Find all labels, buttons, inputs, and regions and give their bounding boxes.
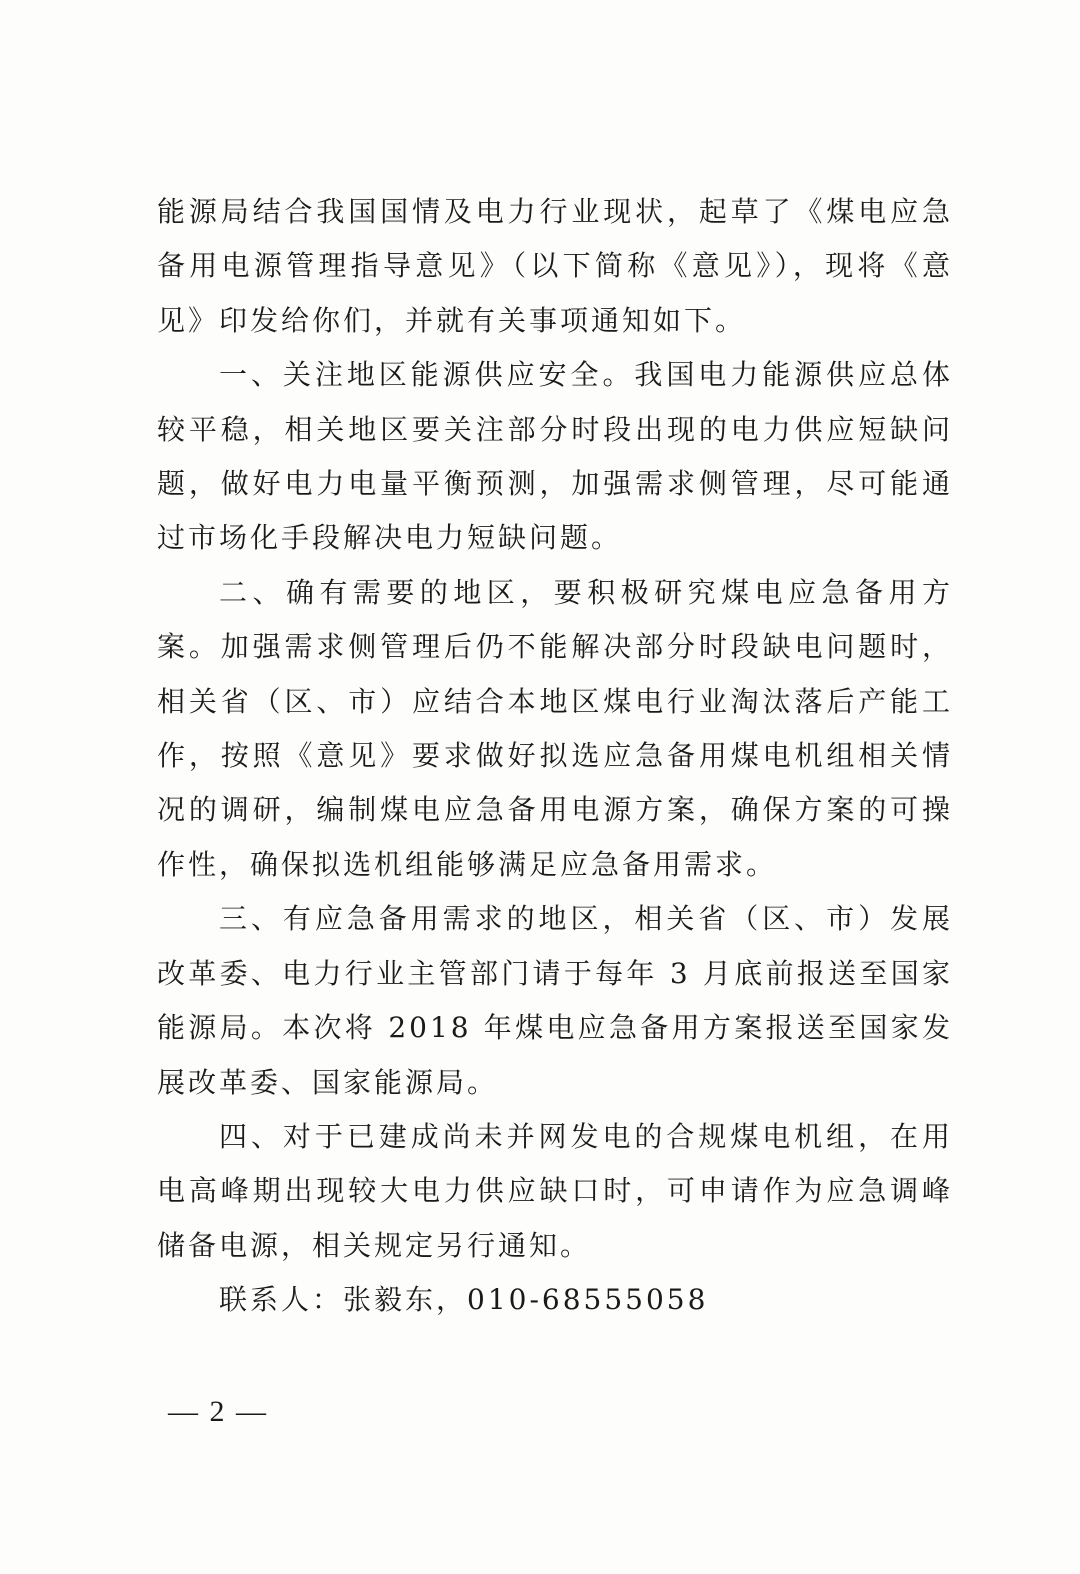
page-number: — 2 —: [168, 1395, 268, 1428]
paragraph-item-2: 二、确有需要的地区，要积极研究煤电应急备用方案。加强需求侧管理后仍不能解决部分时段缺电问题时，相关省（区、市）应结合本地区煤电行业淘汰落后产能工作，按照《意见》要求做好拟选应急备用煤电机组相关情况的调研，编制煤电应急备用电源方案，确保方案的可操作性，确保拟选机组能够满足应急备用需求。: [157, 575, 953, 881]
paragraph-item-4: 四、对于已建成尚未并网发电的合规煤电机组，在用电高峰期出现较大电力供应缺口时，可申请作为应急调峰储备电源，相关规定另行通知。: [157, 1119, 953, 1262]
contact-line: 联系人：张毅东，010-68555058: [219, 1283, 709, 1317]
paragraph-item-1: 一、关注地区能源供应安全。我国电力能源供应总体较平稳，相关地区要关注部分时段出现的电力供应短缺问题，做好电力电量平衡预测，加强需求侧管理，尽可能通过市场化手段解决电力短缺问题。: [157, 358, 953, 555]
paragraph-intro-continued: 能源局结合我国国情及电力行业现状，起草了《煤电应急备用电源管理指导意见》（以下简称《意见》），现将《意见》印发给你们，并就有关事项通知如下。: [157, 195, 953, 337]
document-body: [157, 185, 953, 1328]
paragraph-item-3: 三、有应急备用需求的地区，相关省（区、市）发展改革委、电力行业主管部门请于每年 3 月底前报送至国家能源局。本次将 2018 年煤电应急备用方案报送至国家发展改革委、国家能源局。: [157, 902, 953, 1099]
